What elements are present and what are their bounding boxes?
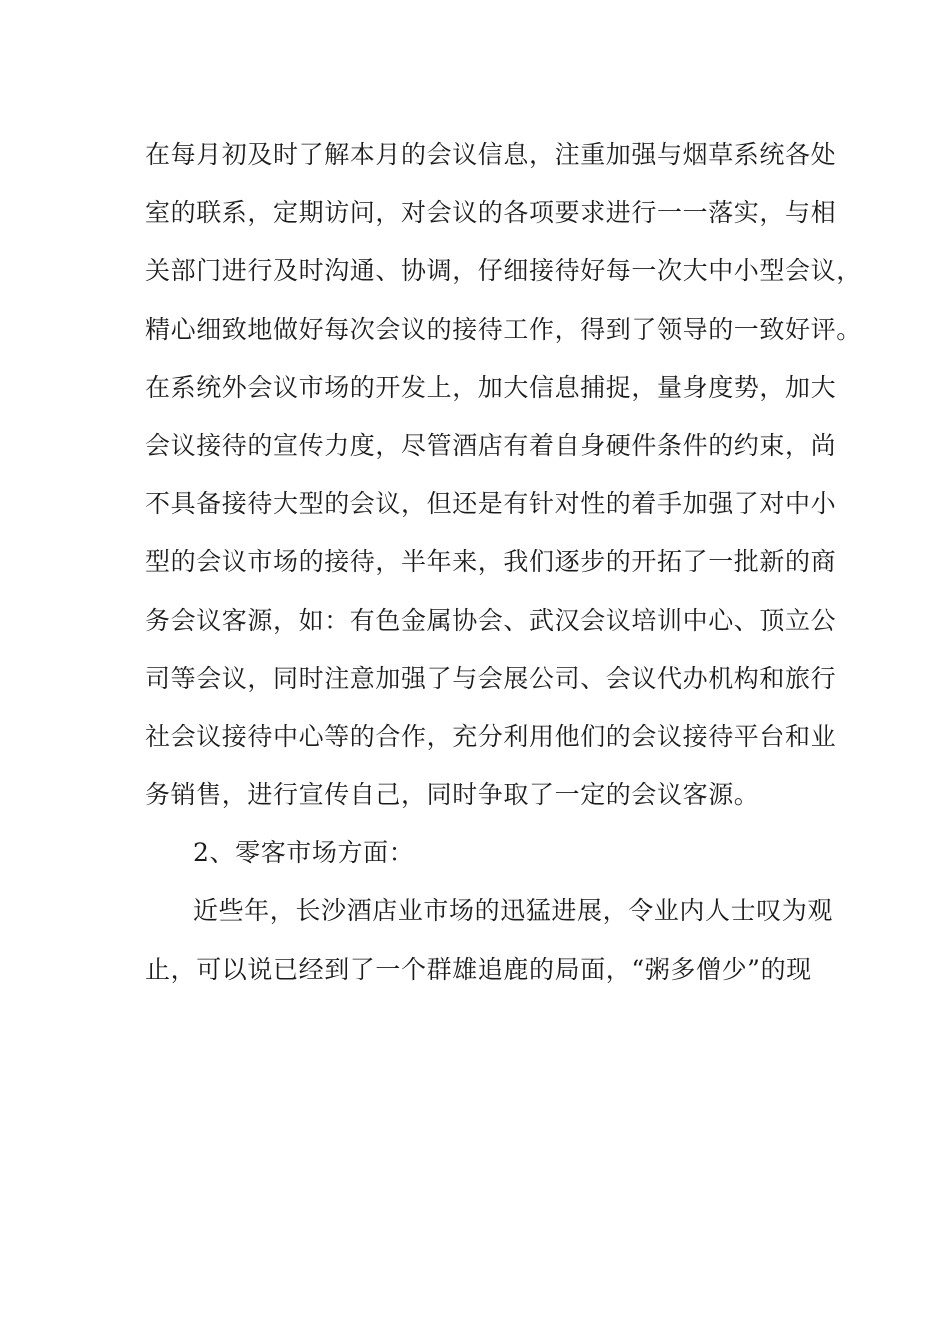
paragraph-line: 会议接待的宣传力度，尽管酒店有着自身硬件条件的约束，尚: [145, 430, 837, 460]
document-body: [145, 126, 862, 999]
paragraph-line: 近些年，长沙酒店业市场的迅猛进展，令业内人士叹为观: [193, 896, 834, 926]
paragraph-line: 在系统外会议市场的开发上，加大信息捕捉，量身度势，加大: [145, 372, 837, 402]
paragraph-line: 型的会议市场的接待，半年来，我们逐步的开拓了一批新的商: [145, 547, 837, 577]
paragraph-line: 务销售，进行宣传自己，同时争取了一定的会议客源。: [145, 780, 760, 810]
paragraph-line: 务会议客源，如：有色金属协会、武汉会议培训中心、顶立公: [145, 605, 837, 635]
paragraph-line: 关部门进行及时沟通、协调，仔细接待好每一次大中小型会议，: [145, 256, 862, 286]
paragraph-line: 不具备接待大型的会议，但还是有针对性的着手加强了对中小: [145, 489, 837, 519]
paragraph-line: 在每月初及时了解本月的会议信息，注重加强与烟草系统各处: [145, 140, 837, 169]
paragraph-line: 社会议接待中心等的合作，充分利用他们的会议接待平台和业: [145, 721, 837, 751]
paragraph-line: 司等会议，同时注意加强了与会展公司、会议代办机构和旅行: [145, 663, 837, 693]
paragraph-line: 精心细致地做好每次会议的接待工作，得到了领导的一致好评。: [145, 314, 862, 344]
paragraph-line: 止，可以说已经到了一个群雄追鹿的局面，“粥多僧少”的现: [145, 954, 812, 984]
section-heading: 2、零客市场方面：: [193, 838, 415, 868]
paragraph-line: 室的联系，定期访问，对会议的各项要求进行一一落实，与相: [145, 198, 837, 228]
